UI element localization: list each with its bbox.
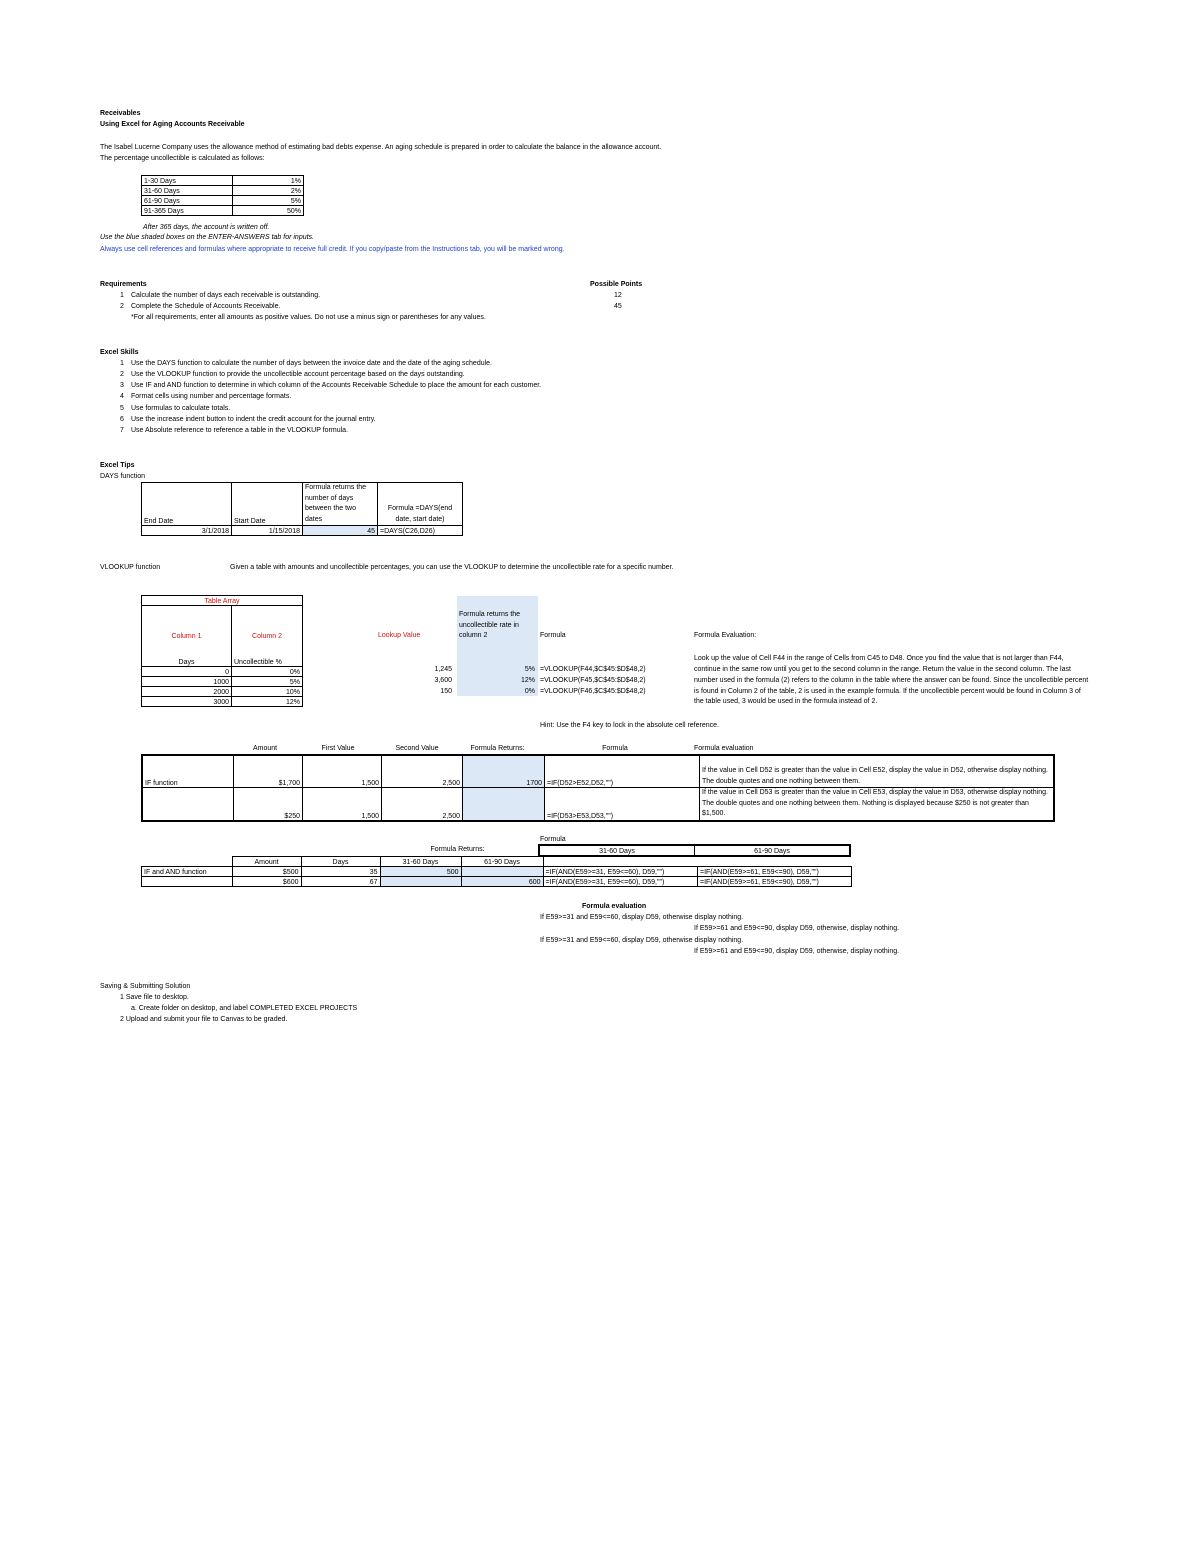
days-function-title: DAYS function [100, 473, 146, 480]
warning-note: Always use cell references and formulas where appropriate to receive full credit. If you copy/paste from the Instructions tab, you will be marked wrong. [100, 246, 565, 253]
excel-skills-title: Excel Skills [100, 349, 139, 356]
requirement-points: 45 [614, 303, 622, 310]
requirement-points: 12 [614, 292, 622, 299]
lookup-return: 12% [520, 677, 535, 684]
if-first-header: First Value [321, 745, 355, 752]
table-row [142, 876, 852, 886]
skill-text: Use the DAYS function to calculate the number of days between the invoice date and the date of the aging schedule. [131, 360, 492, 367]
if-amount: $1,700 [234, 755, 303, 788]
lookup-value: 1,245 [434, 666, 452, 673]
if-evaluation: If the value in Cell D52 is greater than the value in Cell E52, display the value in D52, otherwise display nothing. The double quotes and one nothing between them. [700, 755, 1055, 788]
vlookup-label: VLOOKUP function [100, 564, 161, 571]
skill-num: 3 [120, 382, 124, 389]
table-row [142, 186, 304, 196]
lookup-return: 0% [524, 688, 535, 695]
aging-label: 1-30 Days [142, 176, 233, 186]
if-return [463, 788, 545, 821]
if-formula: =IF(D52>E52,D52,"") [545, 755, 700, 788]
skill-num: 4 [120, 393, 124, 400]
ifand-amount: $500 [232, 866, 301, 876]
saving-step: 1 Save file to desktop. [120, 994, 189, 1001]
if-amount-header: Amount [252, 745, 278, 752]
ifand-return-3160 [380, 876, 461, 886]
days-formula: =DAYS(C26,D26) [378, 526, 463, 536]
uncollectible-pct: 5% [232, 677, 303, 687]
skill-num: 5 [120, 405, 124, 412]
aging-pct: 50% [233, 206, 304, 216]
ifand-table [141, 856, 852, 887]
skill-num: 7 [120, 427, 124, 434]
table-row [142, 687, 303, 697]
vlookup-table-array [141, 595, 303, 707]
table-row [142, 697, 303, 707]
lookup-formula: =VLOOKUP(F45,$C$45:$D$48,2) [540, 677, 646, 684]
ifand-eval-line: If E59>=31 and E59<=60, display D59, otherwise display nothing. [540, 937, 744, 944]
skill-text: Format cells using number and percentage formats. [131, 393, 292, 400]
ifand-eval-line: If E59>=61 and E59<=90, display D59, otherwise, display nothing. [694, 948, 900, 955]
if-first-value: 1,500 [303, 755, 382, 788]
table-row [142, 483, 463, 526]
if-return: 1700 [463, 755, 545, 788]
skill-text: Use the increase indent button to indent the credit account for the journal entry. [131, 416, 376, 423]
skill-text: Use IF and AND function to determine in which column of the Accounts Receivable Schedule to place the amount for each customer. [131, 382, 542, 389]
ifand-formula-6190-header: 61-90 Days [695, 845, 851, 856]
if-second-value: 2,500 [382, 788, 463, 821]
ifand-days: 67 [301, 876, 380, 886]
ifand-3160-header: 31-60 Days [380, 857, 461, 867]
days-value: 2000 [142, 687, 232, 697]
aging-pct: 5% [233, 196, 304, 206]
table-row [142, 755, 1054, 788]
ifand-days-header: Days [301, 857, 380, 867]
ifand-return-6190: 600 [461, 876, 543, 886]
end-date-value: 3/1/2018 [142, 526, 232, 536]
table-row [142, 640, 303, 667]
requirements-note: *For all requirements, enter all amounts as positive values. Do not use a minus sign or parentheses for any values. [131, 314, 486, 321]
table-row [142, 667, 303, 677]
uncollectible-pct: 0% [232, 667, 303, 677]
ifand-label: IF and AND function [142, 866, 233, 876]
saving-substep: a. Create folder on desktop, and label COMPLETED EXCEL PROJECTS [131, 1005, 358, 1012]
ifand-amount: $600 [232, 876, 301, 886]
column-1-header: Column 1 [142, 606, 232, 641]
days-value: 3000 [142, 697, 232, 707]
saving-step: 2 Upload and submit your file to Canvas to be graded. [120, 1016, 288, 1023]
ifand-formula-6190: =IF(AND(E59>=61, E59<=90), D59,"") [698, 876, 852, 886]
ifand-formula-6190: =IF(AND(E59>=61, E59<=90), D59,"") [698, 866, 852, 876]
table-row [142, 196, 304, 206]
skill-num: 2 [120, 371, 124, 378]
aging-pct: 1% [233, 176, 304, 186]
uncollectible-header: Uncollectible % [232, 640, 303, 667]
lookup-value-header: Lookup Value [378, 632, 421, 639]
if-second-value: 2,500 [382, 755, 463, 788]
input-note: Use the blue shaded boxes on the ENTER-ANSWERS tab for inputs. [100, 234, 314, 241]
ifand-return-6190 [461, 866, 543, 876]
possible-points-header: Possible Points [590, 281, 643, 288]
aging-percent-table [141, 175, 304, 216]
page-title: Receivables [100, 110, 141, 117]
start-date-value: 1/15/2018 [232, 526, 303, 536]
requirement-text: Complete the Schedule of Accounts Receivable. [131, 303, 281, 310]
requirement-num: 1 [120, 292, 124, 299]
days-value: 0 [142, 667, 232, 677]
skill-num: 1 [120, 360, 124, 367]
ifand-return-3160: 500 [380, 866, 461, 876]
ifand-formula-3160-header: 31-60 Days [539, 845, 695, 856]
intro-text: The Isabel Lucerne Company uses the allowance method of estimating bad debts expense. An aging schedule is prepared in order to calculate the balance in the allowance account. [100, 144, 662, 151]
if-formula-header: Formula [602, 745, 628, 752]
table-row [142, 606, 303, 641]
table-row [142, 176, 304, 186]
days-formula-header: Formula =DAYS(end date, start date) [378, 483, 463, 526]
vlookup-description: Given a table with amounts and uncollectible percentages, you can use the VLOOKUP to determine the uncollectible rate for a specific number. [230, 564, 674, 571]
if-formula: =IF(D53>E53,D53,"") [545, 788, 700, 821]
end-date-header: End Date [142, 483, 232, 526]
ifand-formula-label: Formula [540, 836, 566, 843]
table-row [142, 596, 303, 606]
days-example-table [141, 482, 463, 536]
ifand-6190-header: 61-90 Days [461, 857, 543, 867]
if-function-table [141, 754, 1055, 822]
vlookup-evaluation-text: Look up the value of Cell F44 in the range of Cells from C45 to D48. Once you find the value that is not larger than F44, continue in the same row until you get to the second column in the range. Return the value in the second column. The last number used in the formula (2) refers to the column in the table where the answer can be found. Since the uncollectible percent is found in Column 2 of the table, 2 is used in the example formula. If the uncollectible percent would be found in Column 3 of the table used, 3 would be used in the formula instead of 2. [694, 655, 1089, 706]
table-row [142, 857, 852, 867]
page-subtitle: Using Excel for Aging Accounts Receivable [100, 121, 245, 128]
ifand-amount-header: Amount [232, 857, 301, 867]
days-value: 1000 [142, 677, 232, 687]
if-first-value: 1,500 [303, 788, 382, 821]
uncollectible-pct: 12% [232, 697, 303, 707]
lookup-return: 5% [524, 666, 535, 673]
saving-title: Saving & Submitting Solution [100, 983, 191, 990]
lookup-value: 3,600 [434, 677, 452, 684]
if-returns-header: Formula Returns: [470, 745, 525, 752]
returns-header: Formula returns the uncollectible rate in column 2 [459, 611, 521, 639]
column-2-header: Column 2 [232, 606, 303, 641]
ifand-days: 35 [301, 866, 380, 876]
skill-text: Use the VLOOKUP function to provide the uncollectible account percentage based on the days outstanding. [131, 371, 465, 378]
aging-label: 31-60 Days [142, 186, 233, 196]
intro-text-2: The percentage uncollectible is calculated as follows: [100, 155, 265, 162]
absolute-reference-hint: Hint: Use the F4 key to lock in the absolute cell reference. [540, 722, 719, 729]
table-row [142, 677, 303, 687]
aging-label: 91-365 Days [142, 206, 233, 216]
ifand-eval-line: If E59>=61 and E59<=90, display D59, otherwise, display nothing. [694, 925, 900, 932]
table-row [142, 866, 852, 876]
skill-num: 6 [120, 416, 124, 423]
days-header: Days [142, 640, 232, 667]
skill-text: Use Absolute reference to reference a table in the VLOOKUP formula. [131, 427, 348, 434]
if-function-label: IF function [142, 755, 234, 788]
ifand-returns-label: Formula Returns: [430, 846, 485, 853]
if-eval-header: Formula evaluation [694, 745, 754, 752]
if-evaluation: If the value in Cell D53 is greater than the value in Cell E53, display the value in D53, otherwise display nothing. The double quotes and one nothing between them. Nothing is displayed because $250 is not greater than $1,500. [700, 788, 1055, 821]
ifand-eval-title: Formula evaluation [582, 903, 647, 910]
skill-text: Use formulas to calculate totals. [131, 405, 231, 412]
uncollectible-pct: 10% [232, 687, 303, 697]
ifand-formula-3160: =IF(AND(E59>=31, E59<=60), D59,"") [543, 866, 698, 876]
formula-header: Formula [540, 632, 566, 639]
if-second-header: Second Value [395, 745, 439, 752]
table-row [539, 845, 850, 856]
ifand-formula-3160: =IF(AND(E59>=31, E59<=60), D59,"") [543, 876, 698, 886]
requirement-text: Calculate the number of days each receivable is outstanding. [131, 292, 321, 299]
excel-tips-title: Excel Tips [100, 462, 135, 469]
if-amount: $250 [234, 788, 303, 821]
lookup-value: 150 [440, 688, 452, 695]
lookup-formula: =VLOOKUP(F46,$C$45:$D$48,2) [540, 688, 646, 695]
table-row [142, 526, 463, 536]
aging-label: 61-90 Days [142, 196, 233, 206]
days-result: 45 [303, 526, 378, 536]
ifand-eval-line: If E59>=31 and E59<=60, display D59, otherwise display nothing. [540, 914, 744, 921]
start-date-header: Start Date [232, 483, 303, 526]
requirements-title: Requirements [100, 281, 147, 288]
table-row [142, 788, 1054, 821]
formula-evaluation-header: Formula Evaluation: [694, 632, 757, 639]
write-off-note: After 365 days, the account is written off. [143, 224, 270, 231]
requirement-num: 2 [120, 303, 124, 310]
table-array-title: Table Array [142, 596, 303, 606]
lookup-formula: =VLOOKUP(F44,$C$45:$D$48,2) [540, 666, 646, 673]
table-row [142, 206, 304, 216]
days-returns-header: Formula returns the number of days between the two dates [303, 483, 378, 526]
aging-pct: 2% [233, 186, 304, 196]
